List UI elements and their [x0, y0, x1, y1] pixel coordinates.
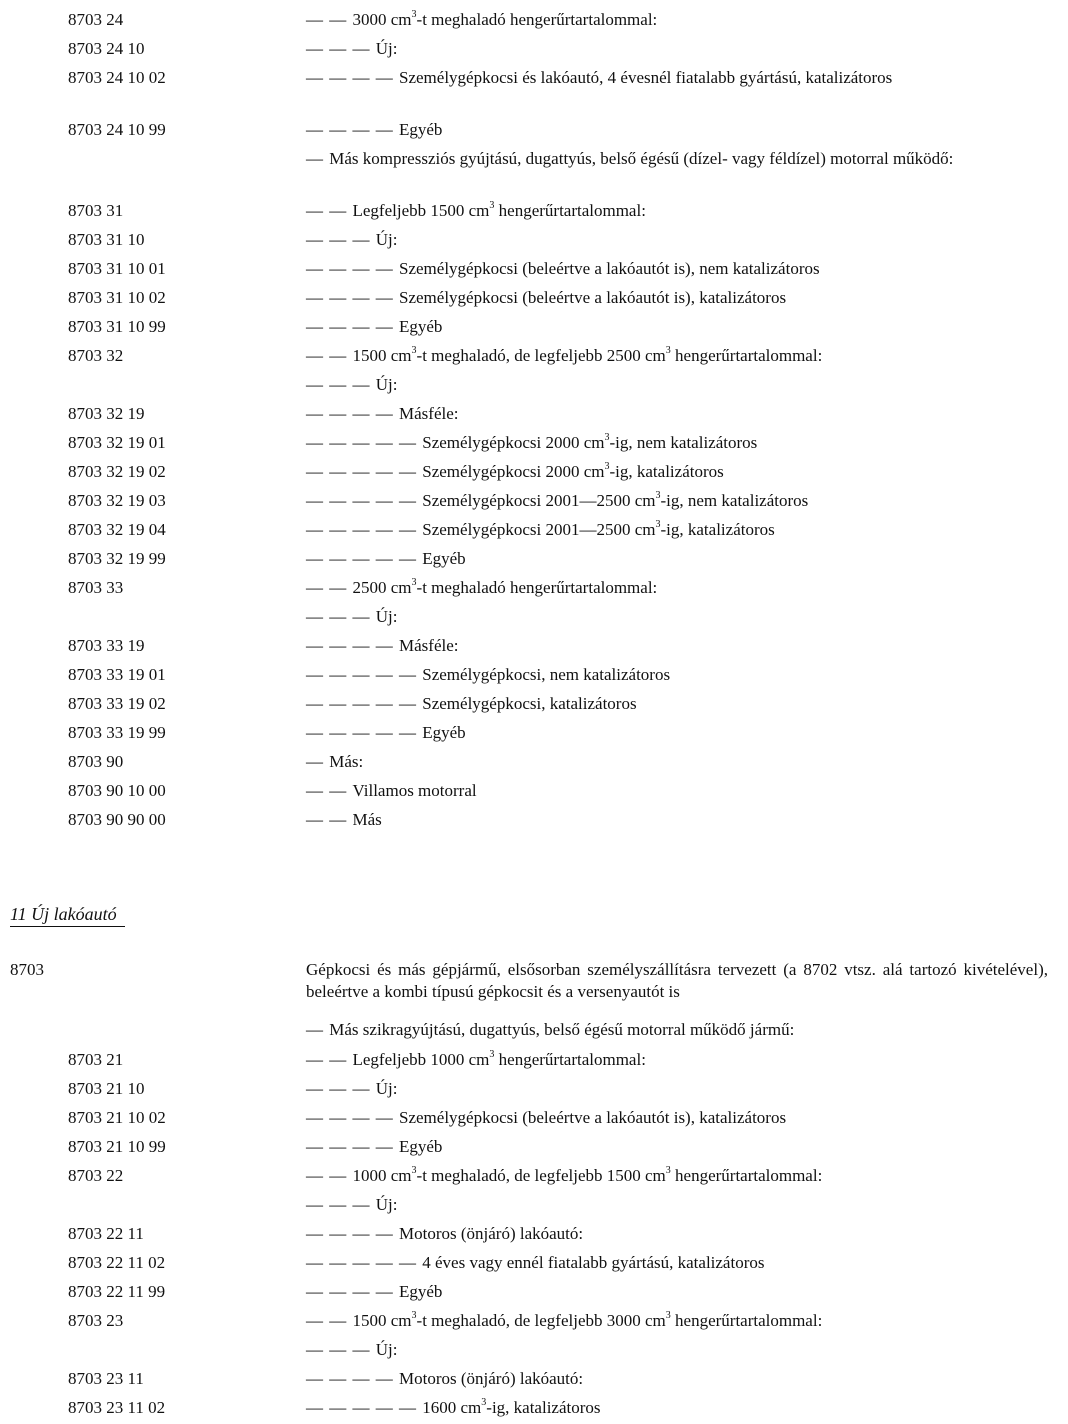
- tariff-code: 8703 21 10 02: [68, 1108, 166, 1127]
- tariff-description: — — — — Egyéb: [306, 120, 443, 139]
- tariff-description: — — — — Egyéb: [306, 1137, 443, 1156]
- tariff-description: — — — — Egyéb: [306, 317, 443, 336]
- indent-dashes: — —: [306, 1311, 353, 1330]
- superscript: 3: [411, 1310, 417, 1322]
- tariff-code: 8703 33 19 02: [68, 694, 166, 713]
- tariff-description: — — — Új:: [306, 1079, 398, 1098]
- indent-dashes: —: [306, 752, 330, 771]
- tariff-description: — — — — — Egyéb: [306, 549, 466, 568]
- tariff-code: 8703 31 10 01: [68, 259, 166, 278]
- tariff-description: — — — — Másféle:: [306, 404, 459, 423]
- indent-dashes: — — — — —: [306, 491, 423, 510]
- indent-dashes: —: [306, 149, 330, 168]
- indent-dashes: — —: [306, 10, 353, 29]
- superscript: 3: [489, 200, 495, 212]
- tariff-description: — — Legfeljebb 1000 $cm^3$ hengerűrtartalommal:: [306, 1049, 646, 1069]
- tariff-code: 8703 32 19: [68, 404, 145, 423]
- tariff-description: — — — — — Személygépkocsi, nem katalizátoros: [306, 665, 671, 684]
- superscript: 3: [489, 1049, 495, 1061]
- indent-dashes: — — — —: [306, 120, 399, 139]
- tariff-description: — Más szikragyújtású, dugattyús, belső égésű motorral működő jármű:: [306, 1020, 795, 1039]
- superscript: 3: [665, 1310, 671, 1322]
- tariff-description: — Más:: [306, 752, 364, 771]
- indent-dashes: — — —: [306, 1195, 376, 1214]
- indent-dashes: — — — —: [306, 259, 399, 278]
- indent-dashes: — — — — —: [306, 665, 423, 684]
- indent-dashes: —: [306, 1020, 330, 1039]
- superscript: 3: [655, 519, 661, 531]
- superscript: 3: [481, 1397, 487, 1409]
- indent-dashes: — — — —: [306, 1369, 399, 1388]
- tariff-code: 8703 33 19 01: [68, 665, 166, 684]
- indent-dashes: — — —: [306, 230, 376, 249]
- tariff-description: — — 3000 $cm^3-t$ meghaladó hengerűrtartalommal:: [306, 9, 658, 29]
- indent-dashes: — — — —: [306, 68, 399, 87]
- tariff-code: 8703 22: [68, 1166, 124, 1185]
- tariff-code: 8703 24 10: [68, 39, 145, 58]
- tariff-code: 8703 23 11: [68, 1369, 144, 1388]
- tariff-code: 8703 23 11 02: [68, 1398, 166, 1417]
- indent-dashes: — — — — —: [306, 694, 423, 713]
- indent-dashes: — —: [306, 781, 353, 800]
- superscript: 3: [411, 9, 417, 21]
- tariff-description: — — — — Motoros (önjáró) lakóautó:: [306, 1369, 584, 1388]
- tariff-description: — — — — — Személygépkocsi 2001—2500 $cm^3-ig$, katalizátoros: [306, 519, 775, 539]
- indent-dashes: — — — —: [306, 404, 399, 423]
- superscript: 3: [411, 345, 417, 357]
- section-heading: 11 Új lakóautó: [10, 902, 125, 927]
- tariff-description: — — — Új:: [306, 1195, 398, 1214]
- tariff-description: — — — Új:: [306, 1340, 398, 1359]
- tariff-description: — — — Új:: [306, 375, 398, 394]
- indent-dashes: — — —: [306, 375, 376, 394]
- tariff-code: 8703 31 10 99: [68, 317, 166, 336]
- indent-dashes: — — — — —: [306, 520, 423, 539]
- indent-dashes: — —: [306, 578, 353, 597]
- indent-dashes: — —: [306, 810, 353, 829]
- tariff-description: Gépkocsi és más gépjármű, elsősorban személyszállításra tervezett (a 8702 vtsz. alá tartozó kivételével), beleértve a kombi típusú gépkocsit és a versenyautót is: [306, 960, 1048, 1001]
- tariff-code: 8703 33 19: [68, 636, 145, 655]
- tariff-description: — — — Új:: [306, 607, 398, 626]
- indent-dashes: — — —: [306, 1079, 376, 1098]
- tariff-description: — — Legfeljebb 1500 $cm^3$ hengerűrtartalommal:: [306, 200, 646, 220]
- tariff-code: 8703 32 19 04: [68, 520, 166, 539]
- indent-dashes: — — —: [306, 1340, 376, 1359]
- tariff-description: — — — — — Személygépkocsi 2000 $cm^3-ig$, nem katalizátoros: [306, 432, 758, 452]
- indent-dashes: — — — —: [306, 1108, 399, 1127]
- tariff-code: 8703 31: [68, 201, 124, 220]
- indent-dashes: — — — —: [306, 288, 399, 307]
- tariff-code: 8703 21 10 99: [68, 1137, 166, 1156]
- tariff-code: 8703 24 10 99: [68, 120, 166, 139]
- superscript: 3: [655, 490, 661, 502]
- tariff-code: 8703 31 10 02: [68, 288, 166, 307]
- tariff-description: — — 1000 $cm^3-t$ meghaladó, de legfeljebb 1500 $cm^3$ hengerűrtartalommal:: [306, 1165, 823, 1185]
- tariff-code: 8703 23: [68, 1311, 124, 1330]
- tariff-code: 8703 24: [68, 10, 124, 29]
- tariff-code: 8703 22 11 99: [68, 1282, 166, 1301]
- superscript: 3: [665, 345, 671, 357]
- tariff-code: 8703 22 11 02: [68, 1253, 166, 1272]
- tariff-code: 8703: [10, 960, 44, 979]
- tariff-description: — — Villamos motorral: [306, 781, 477, 800]
- tariff-code: 8703 31 10: [68, 230, 145, 249]
- tariff-description: — — 2500 $cm^3-t$ meghaladó hengerűrtartalommal:: [306, 577, 658, 597]
- indent-dashes: — — — —: [306, 1282, 399, 1301]
- indent-dashes: — — — —: [306, 317, 399, 336]
- tariff-description: — — — — Személygépkocsi és lakóautó, 4 évesnél fiatalabb gyártású, katalizátoros: [306, 68, 893, 87]
- tariff-code: 8703 32 19 03: [68, 491, 166, 510]
- superscript: 3: [604, 461, 610, 473]
- indent-dashes: — — — — —: [306, 549, 423, 568]
- tariff-description: — Más kompressziós gyújtású, dugattyús, belső égésű (dízel- vagy féldízel) motorral működő:: [306, 149, 954, 168]
- tariff-code: 8703 32 19 01: [68, 433, 166, 452]
- tariff-code: 8703 90 10 00: [68, 781, 166, 800]
- tariff-code: 8703 33: [68, 578, 124, 597]
- tariff-description: — — 1500 $cm^3-t$ meghaladó, de legfeljebb 2500 $cm^3$ hengerűrtartalommal:: [306, 345, 823, 365]
- tariff-code: 8703 32 19 02: [68, 462, 166, 481]
- indent-dashes: — — —: [306, 607, 376, 626]
- tariff-code: 8703 32: [68, 346, 124, 365]
- tariff-description: — — — — Egyéb: [306, 1282, 443, 1301]
- indent-dashes: — —: [306, 1050, 353, 1069]
- tariff-code: 8703 21 10: [68, 1079, 145, 1098]
- superscript: 3: [411, 577, 417, 589]
- tariff-description: — — — — — Személygépkocsi, katalizátoros: [306, 694, 637, 713]
- tariff-code: 8703 90 90 00: [68, 810, 166, 829]
- indent-dashes: — — — — —: [306, 723, 423, 742]
- indent-dashes: — — — —: [306, 1137, 399, 1156]
- indent-dashes: — —: [306, 1166, 353, 1185]
- tariff-description: — — — — Másféle:: [306, 636, 459, 655]
- tariff-code: 8703 33 19 99: [68, 723, 166, 742]
- tariff-description: — — — — Személygépkocsi (beleértve a lakóautót is), nem katalizátoros: [306, 259, 820, 278]
- indent-dashes: — — — —: [306, 1224, 399, 1243]
- superscript: 3: [411, 1165, 417, 1177]
- tariff-description: — — — — — Személygépkocsi 2001—2500 $cm^3-ig$, nem katalizátoros: [306, 490, 809, 510]
- tariff-description: — — — — Személygépkocsi (beleértve a lakóautót is), katalizátoros: [306, 288, 787, 307]
- tariff-description: — — — — Személygépkocsi (beleértve a lakóautót is), katalizátoros: [306, 1108, 787, 1127]
- tariff-code: 8703 21: [68, 1050, 124, 1069]
- indent-dashes: — — — — —: [306, 1398, 423, 1417]
- tariff-code: 8703 24 10 02: [68, 68, 166, 87]
- tariff-code: 8703 90: [68, 752, 124, 771]
- tariff-code: 8703 22 11: [68, 1224, 144, 1243]
- superscript: 3: [665, 1165, 671, 1177]
- tariff-description: — — — Új:: [306, 39, 398, 58]
- tariff-description: — — — — — Egyéb: [306, 723, 466, 742]
- indent-dashes: — — — —: [306, 636, 399, 655]
- tariff-description: — — Más: [306, 810, 382, 829]
- tariff-description: — — 1500 $cm^3-t$ meghaladó, de legfeljebb 3000 $cm^3$ hengerűrtartalommal:: [306, 1310, 823, 1330]
- tariff-description: — — — — — 1600 $cm^3-ig$, katalizátoros: [306, 1397, 601, 1417]
- indent-dashes: — — —: [306, 39, 376, 58]
- indent-dashes: — — — — —: [306, 1253, 423, 1272]
- superscript: 3: [604, 432, 610, 444]
- indent-dashes: — —: [306, 201, 353, 220]
- indent-dashes: — — — — —: [306, 462, 423, 481]
- tariff-description: — — — — Motoros (önjáró) lakóautó:: [306, 1224, 584, 1243]
- tariff-description: — — — — — Személygépkocsi 2000 $cm^3-ig$, katalizátoros: [306, 461, 724, 481]
- indent-dashes: — —: [306, 346, 353, 365]
- tariff-description: — — — — — 4 éves vagy ennél fiatalabb gyártású, katalizátoros: [306, 1253, 765, 1272]
- indent-dashes: — — — — —: [306, 433, 423, 452]
- tariff-description: — — — Új:: [306, 230, 398, 249]
- tariff-code: 8703 32 19 99: [68, 549, 166, 568]
